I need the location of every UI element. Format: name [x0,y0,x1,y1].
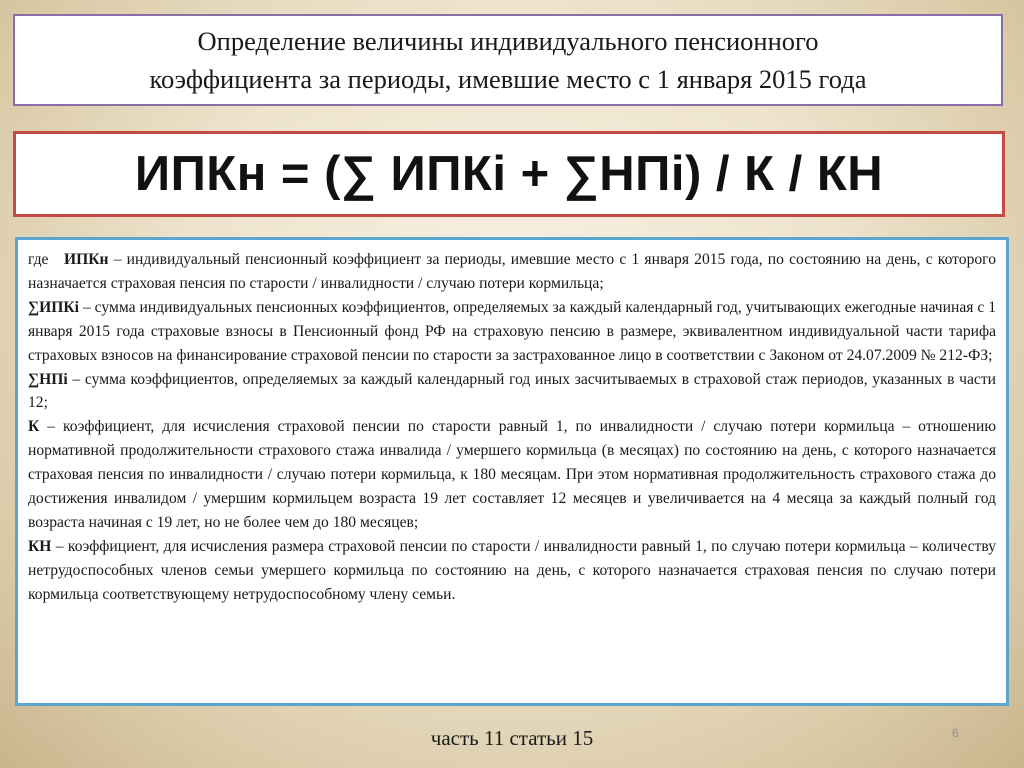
footer-reference: часть 11 статьи 15 [430,726,594,750]
definitions-intro: где [28,251,49,268]
formula-box [13,131,1005,217]
definition-item [28,368,996,416]
definition-item [28,296,996,368]
definition-item [28,535,996,607]
slide-title [13,14,1003,106]
definition-term: ∑ИПКi [28,298,80,316]
definition-item [28,415,996,535]
definition-text: – сумма коэффициентов, определяемых за каждый календарный год иных засчитываемых в страховой стаж периодов, указанных в части 12; [28,370,996,412]
formula-text: ИПКн = (∑ ИПКi + ∑НПi) / К / КН [134,147,884,201]
definition-term: ∑НПi [28,370,68,388]
definition-text: – сумма индивидуальных пенсионных коэффициентов, определяемых за каждый календарный год, учитывающих ежегодные начиная с 1 января 2015 года страховые взносы в Пенсионный фонд РФ на страховую пенсию в размере, эквивалентном индивидуальной части тарифа страховых взносов на финансирование страховой пенсии по старости за застрахованное лицо в соответствии с Законом от 24.07.2009 № 212-ФЗ; [28,298,996,364]
definition-item [28,248,996,296]
definition-term: КН [28,537,52,555]
page-number: 6 [952,726,959,740]
definition-text: – коэффициент, для исчисления размера страховой пенсии по старости / инвалидности равный 1, по случаю потери кормильца – количеству нетрудоспособных членов семьи умершего кормильца по состоянию на день, с которого назначается страховая пенсия по случаю потери кормильца соответствующему нетрудоспособному члену семьи. [28,537,996,603]
definitions-box [15,237,1009,706]
definition-text: – индивидуальный пенсионный коэффициент за периоды, имевшие место с 1 января 2015 года, по состоянию на день, с которого назначается страховая пенсия по старости / инвалидности / случаю потери кормильца; [28,251,996,292]
definition-text: – коэффициент, для исчисления страховой пенсии по старости равный 1, по инвалидности / случаю потери кормильца – отношению нормативной продолжительности страхового стажа инвалида / умершего кормильца (в месяцах) по состоянию на день, с которого назначается страховая пенсия по инвалидности / случаю потери кормильца, к 180 месяцам. При этом нормативная продолжительность страхового стажа до достижения инвалидом / умершим кормильцем возраста 19 лет составляет 12 месяцев и увеличивается на 4 месяца за каждый полный год возраста начиная с 19 лет, но не более чем до 180 месяцев; [28,418,996,531]
definition-term: ИПКн [63,251,109,268]
title-line-2: коэффициента за периоды, имевшие место с 1 января 2015 года [149,64,867,94]
title-line-1: Определение величины индивидуального пенсионного [197,26,819,56]
definition-term: К [28,418,40,436]
